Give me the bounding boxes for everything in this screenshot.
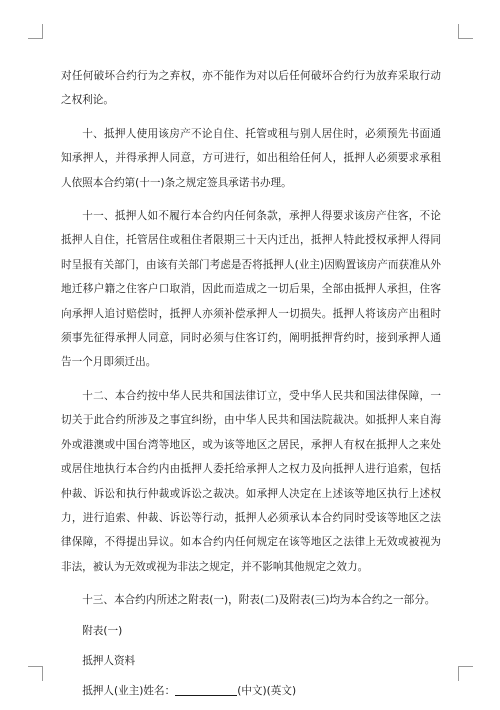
crop-mark-bottom-right [458,666,473,681]
mortgagor-name-line [61,679,441,703]
mortgagor-name-label: 抵押人(业主)姓名： [82,685,176,698]
paragraph-clause-12: 十二、本合约按中华人民共和国法律订立，受中华人民共和国法律保障，一切关于此合约所涉及之事宜纠纷，由中华人民共和国法院裁决。如抵押人来自海外或港澳或中国台湾等地区，或为该等地区之居民，承押人有权在抵押人之来处或居住地执行本合约内由抵押人委托给承押人之权力及向抵押人进行追索，包括仲裁、诉讼和执行仲裁或诉讼之裁决。如承押人决定在上述该等地区执行上述权力，进行追索、仲裁、诉讼等行动，抵押人必须承认本合约同时受该等地区之法律保障，不得提出异议。如本合约内任何规定在该等地区之法律上无效或被视为非法，被认为无效或视为非法之规定，并不影响其他规定之效力。 [61,389,441,573]
crop-mark-top-left [28,24,43,39]
paragraph-clause-10: 十、抵押人使用该房产不论自住、托管或租与别人居住时，必须预先书面通知承押人，并得承押人同意，方可进行，如出租给任何人，抵押人必须要求承租人依照本合约第(十一)条之规定签具承诺书办理。 [61,127,441,189]
document-body [61,64,441,710]
paragraph-clause-13: 十三、本合约内所述之附表(一)，附表(二)及附表(三)均为本合约之一部分。 [82,594,436,607]
crop-mark-bottom-left [28,666,43,681]
mortgagor-name-suffix: (中文)(英文) [237,685,297,698]
paragraph-waiver-continued: 对任何破坏合约行为之弃权，亦不能作为对以后任何破坏合约行为放弃采取行动之权利论。 [61,70,441,107]
paragraph-clause-11: 十一、抵押人如不履行本合约内任何条款，承押人得要求该房产住客，不论抵押人自住，托管居住或租住者限期三十天内迁出，抵押人特此授权承押人得同时呈报有关部门，由该有关部门考虑是否将抵押人(业主)因购置该房产而获准从外地迁移户籍之住客户口取消，因此而造成之一切后果，全部由抵押人承担，住客向承押人追讨赔偿时，抵押人亦须补偿承押人一切损失。抵押人将该房产出租时须事先征得承押人同意，同时必须与住客订约，阐明抵押背约时，接到承押人通告一个月即须迁出。 [61,210,441,369]
mortgagor-name-blank[interactable] [175,694,237,696]
schedule-heading: 附表(一) [82,624,123,637]
crop-mark-top-right [458,24,473,39]
mortgagor-info-heading: 抵押人资料 [82,654,136,667]
